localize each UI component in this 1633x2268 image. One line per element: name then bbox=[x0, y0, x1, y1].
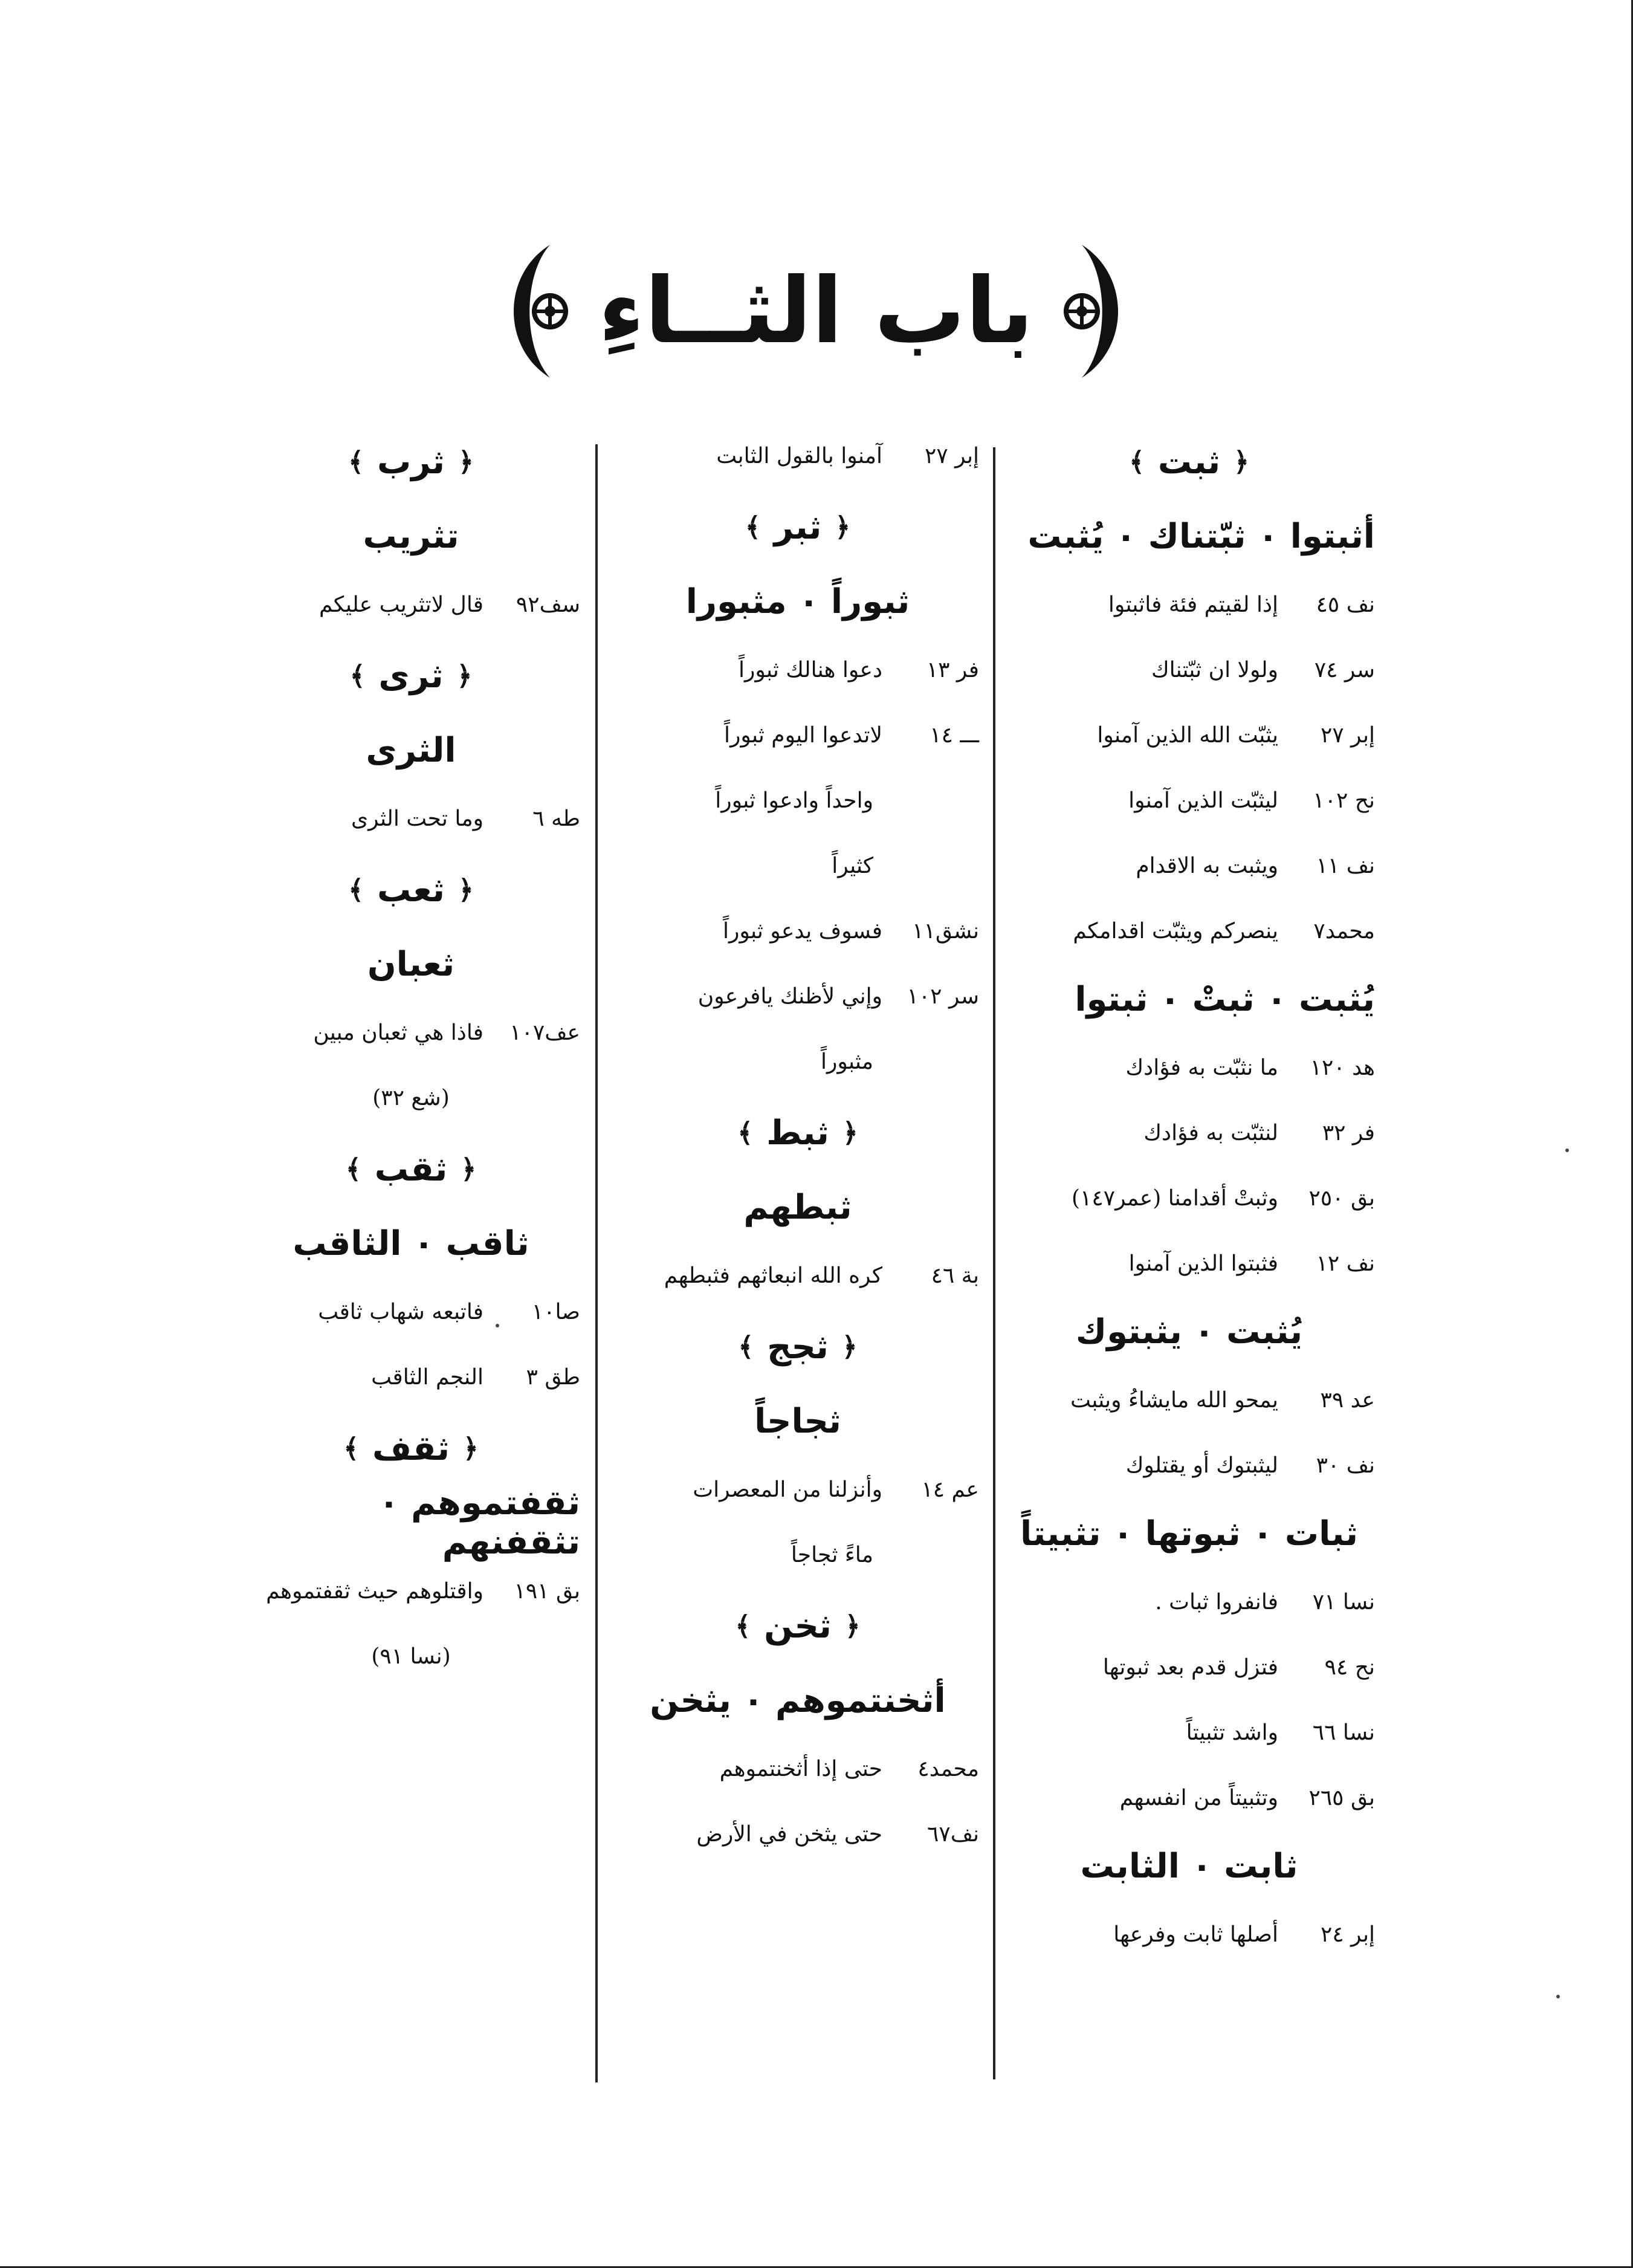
verse-entry: سر ٧٤ ولولا ان ثبّتناك bbox=[1151, 657, 1375, 682]
verse-entry: نسا ٦٦ واشد تثبيتاً bbox=[1186, 1720, 1375, 1745]
word-forms: تثريب bbox=[363, 516, 459, 556]
verse-entry: ـــ ١٤ لاتدعوا اليوم ثبوراً bbox=[723, 722, 979, 748]
verse-entry: بق ٢٦٥ وتثبيتاً من انفسهم bbox=[1119, 1785, 1375, 1810]
verse-continuation: ماءً ثجاجاً bbox=[791, 1542, 873, 1567]
verse-entry: سر ١٠٢ وإني لأظنك يافرعون bbox=[697, 983, 979, 1009]
root-heading: ﴿ ثقب ﴾ bbox=[345, 1149, 477, 1189]
word-forms: ثبطهم bbox=[743, 1187, 852, 1227]
verse-entry: طق ٣ النجم الثاقب bbox=[371, 1364, 580, 1390]
word-forms: ثجاجاً bbox=[754, 1401, 841, 1441]
left-column bbox=[242, 423, 580, 2091]
verse-entry: نشق١١ فسوف يدعو ثبوراً bbox=[723, 918, 979, 944]
word-forms: يُثبت ۰ يثبتوك bbox=[1075, 1312, 1303, 1352]
verse-continuation: كثيراً bbox=[832, 853, 873, 878]
ornament-left-icon bbox=[483, 239, 574, 384]
scan-speck bbox=[496, 1324, 499, 1327]
verse-entry: محمد٤ حتى إذا أثخنتموهم bbox=[719, 1756, 979, 1781]
word-forms: أثخنتموهم ۰ يثخن bbox=[650, 1680, 946, 1720]
word-forms: ثقفتموهم ۰ تثقفنهم bbox=[378, 1483, 580, 1562]
verse-entry: فر ١٣ دعوا هنالك ثبوراً bbox=[739, 657, 979, 682]
root-heading: ﴿ ثقف ﴾ bbox=[343, 1428, 479, 1468]
chapter-title bbox=[471, 233, 1160, 390]
root-heading: ﴿ ثبط ﴾ bbox=[737, 1113, 858, 1153]
column-divider-right bbox=[993, 447, 995, 2079]
verse-entry: صا١٠ فاتبعه شهاب ثاقب bbox=[318, 1299, 580, 1324]
cross-reference: (شع ٣٢) bbox=[372, 1085, 450, 1110]
verse-entry: فر ٣٢ لنثبّت به فؤادك bbox=[1143, 1120, 1375, 1145]
word-forms: ثبوراً ۰ مثبورا bbox=[685, 582, 910, 621]
verse-entry: نف ١٢ فثبتوا الذين آمنوا bbox=[1128, 1251, 1375, 1276]
scan-speck bbox=[1565, 1149, 1569, 1152]
verse-entry: بة ٤٦ كره الله انبعاثهم فثبطهم bbox=[664, 1263, 979, 1288]
root-heading: ﴿ ثرب ﴾ bbox=[348, 442, 474, 482]
middle-column bbox=[616, 423, 979, 2091]
word-forms: ثاقب ۰ الثاقب bbox=[293, 1223, 529, 1263]
word-forms: ثبات ۰ ثبوتها ۰ تثبيتاً bbox=[1020, 1514, 1359, 1554]
verse-entry: نح ١٠٢ ليثبّت الذين آمنوا bbox=[1128, 788, 1375, 813]
verse-entry: عم ١٤ وأنزلنا من المعصرات bbox=[693, 1477, 979, 1502]
word-forms: ثابت ۰ الثابت bbox=[1080, 1846, 1298, 1886]
verse-entry: إبر ٢٧ يثبّت الله الذين آمنوا bbox=[1097, 722, 1375, 748]
chapter-title-text: باب الثــاءِ bbox=[598, 259, 1034, 364]
verse-continuation: واحداً وادعوا ثبوراً bbox=[715, 788, 873, 813]
right-column bbox=[1003, 423, 1375, 2091]
verse-entry: بق ٢٥٠ وثبتْ أقدامنا (عمر١٤٧) bbox=[1072, 1185, 1375, 1211]
verse-entry: نف ٤٥ إذا لقيتم فئة فاثبتوا bbox=[1108, 592, 1375, 617]
scan-speck bbox=[1556, 1995, 1560, 1998]
word-forms: ثعبان bbox=[367, 944, 455, 984]
root-heading: ﴿ ثبت ﴾ bbox=[1129, 442, 1249, 482]
ornament-right-icon bbox=[1058, 239, 1148, 384]
verse-entry: محمد٧ ينصركم ويثبّت اقدامكم bbox=[1073, 918, 1375, 944]
verse-entry: نف ١١ ويثبت به الاقدام bbox=[1136, 853, 1375, 878]
word-forms: أثبتوا ۰ ثبّتناك ۰ يُثبت bbox=[1027, 516, 1375, 556]
verse-entry: إبر ٢٧ آمنوا بالقول الثابت bbox=[716, 443, 979, 468]
verse-entry: نف ٣٠ ليثبتوك أو يقتلوك bbox=[1125, 1453, 1375, 1478]
column-divider-left bbox=[595, 444, 598, 2082]
verse-continuation: مثبوراً bbox=[821, 1049, 873, 1074]
root-heading: ﴿ ثجج ﴾ bbox=[738, 1327, 858, 1367]
root-heading: ﴿ ثرى ﴾ bbox=[349, 656, 473, 696]
cross-reference: (نسا ٩١) bbox=[371, 1644, 451, 1669]
verse-entry: هد ١٢٠ ما نثبّت به فؤادك bbox=[1125, 1055, 1375, 1080]
root-heading: ﴿ ثعب ﴾ bbox=[348, 870, 474, 910]
verse-entry: نف٦٧ حتى يثخن في الأرض bbox=[696, 1821, 979, 1847]
root-heading: ﴿ ثبر ﴾ bbox=[745, 507, 851, 547]
verse-entry: نح ٩٤ فتزل قدم بعد ثبوتها bbox=[1102, 1654, 1375, 1680]
verse-entry: طه ٦ وما تحت الثرى bbox=[351, 806, 580, 831]
verse-entry: عف١٠٧ فاذا هي ثعبان مبين bbox=[313, 1020, 580, 1045]
verse-entry: عد ٣٩ يمحو الله مايشاءُ ويثبت bbox=[1070, 1387, 1375, 1413]
verse-entry: نسا ٧١ فانفروا ثبات . bbox=[1155, 1589, 1375, 1615]
word-forms: الثرى bbox=[366, 730, 456, 770]
verse-entry: إبر ٢٤ أصلها ثابت وفرعها bbox=[1113, 1922, 1375, 1947]
verse-entry: سف٩٢ قال لاتثريب عليكم bbox=[319, 592, 580, 617]
root-heading: ﴿ ثخن ﴾ bbox=[735, 1606, 861, 1646]
verse-entry: بق ١٩١ واقتلوهم حيث ثقفتموهم bbox=[266, 1578, 580, 1604]
word-forms: يُثبت ۰ ثبتْ ۰ ثبتوا bbox=[1075, 979, 1375, 1019]
